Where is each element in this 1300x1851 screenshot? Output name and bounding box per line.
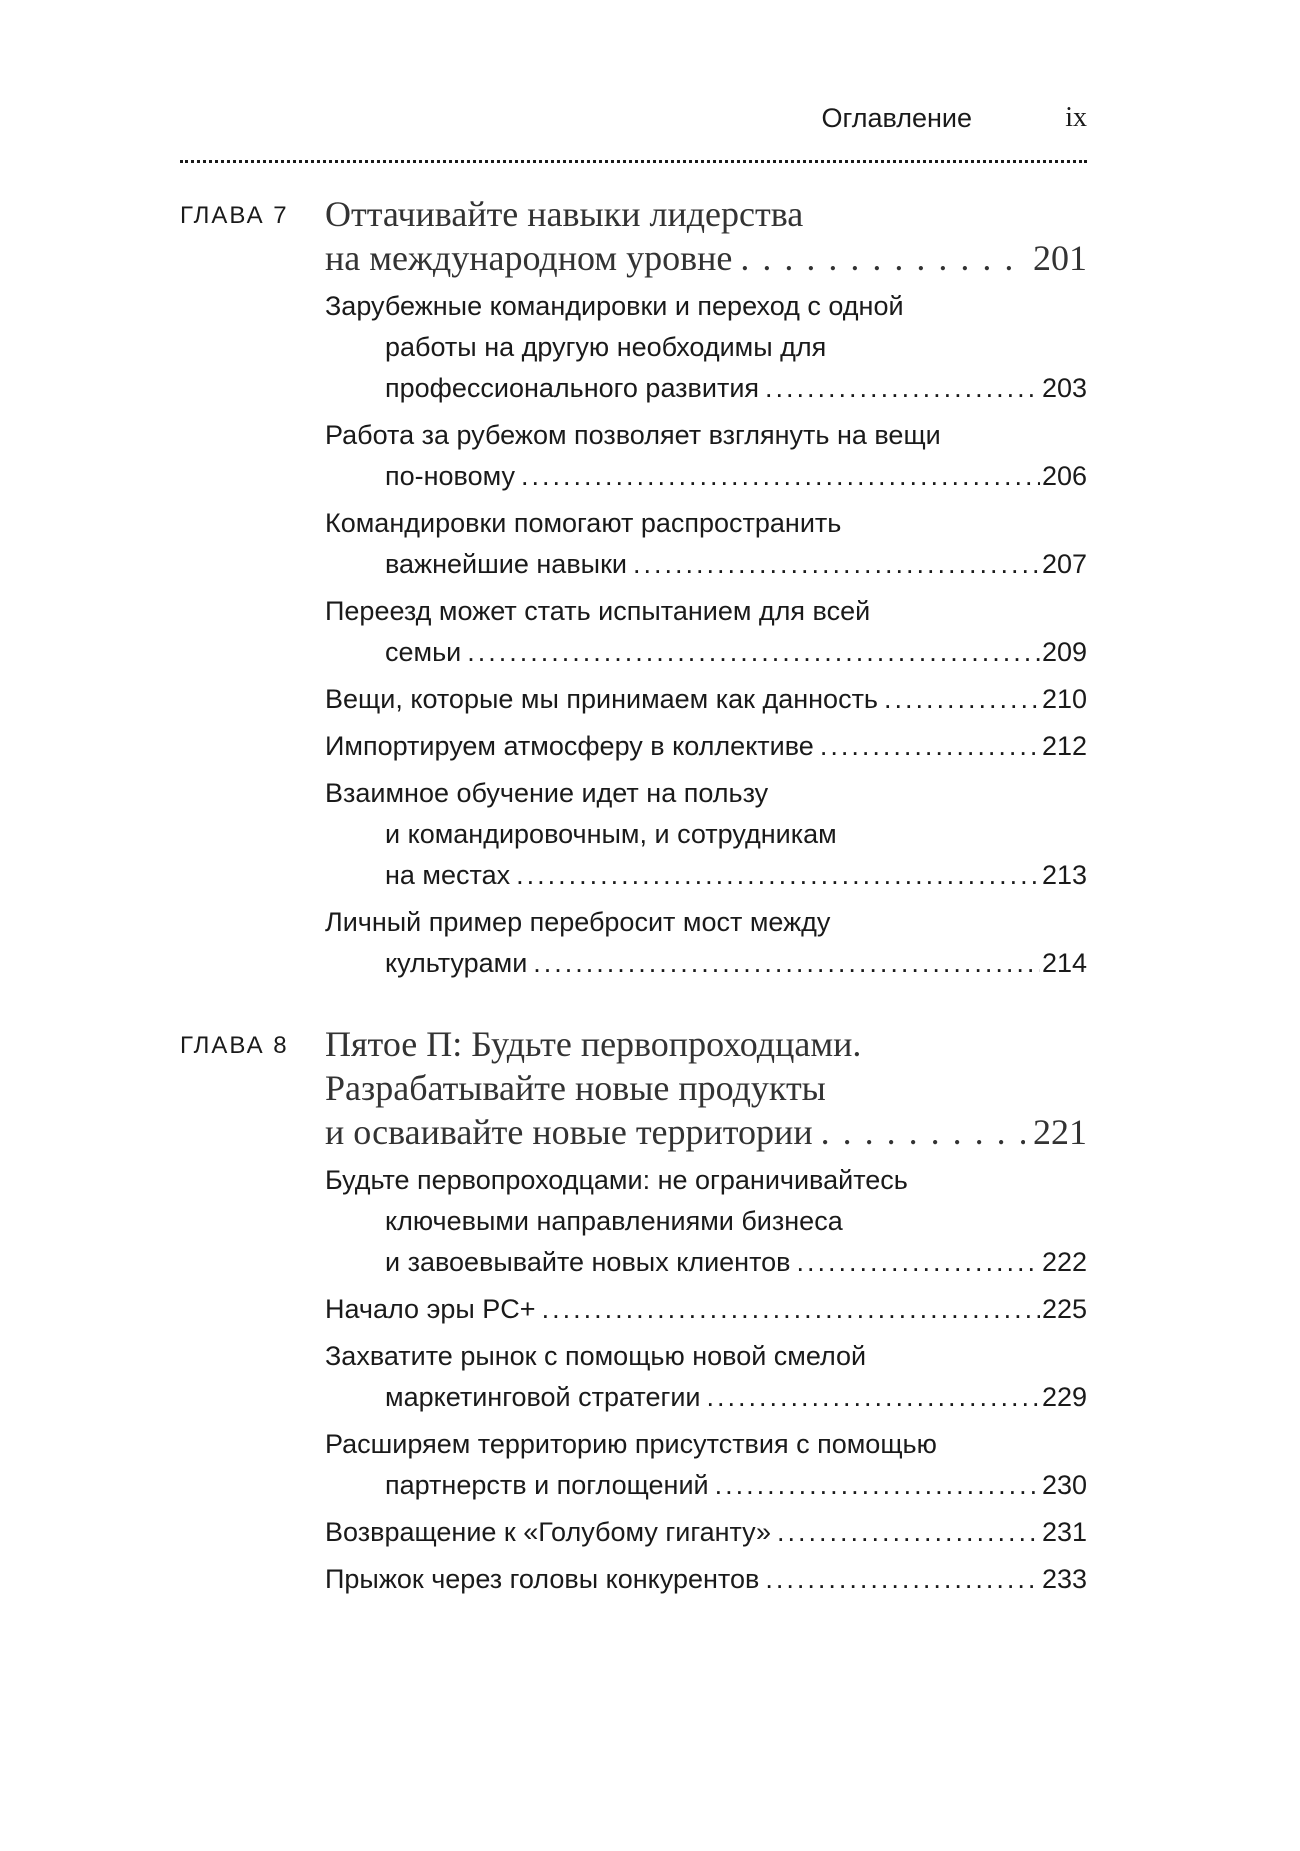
chapter-title-line: Оттачивайте навыки лидерства: [325, 194, 804, 234]
toc-entry-line: Переезд может стать испытанием для всей: [325, 596, 871, 626]
toc-page-number: 229: [1041, 1382, 1087, 1412]
toc-entry-line: [325, 1512, 1087, 1553]
toc-entry-text: маркетинговой стратегии: [385, 1382, 701, 1412]
dot-leader: [633, 544, 1040, 585]
toc-entry-text: партнерств и поглощений: [385, 1470, 709, 1500]
toc-entry-line: Зарубежные командировки и переход с одной: [325, 291, 904, 321]
toc-page-number: 207: [1041, 549, 1087, 579]
toc-entry-line: [325, 1242, 1087, 1283]
dot-leader: [884, 679, 1040, 720]
chapter-title-text: на международном уровне: [325, 238, 733, 278]
toc-entry-line: Расширяем территорию присутствия с помощью: [325, 1429, 937, 1459]
toc-page-number: 233: [1041, 1564, 1087, 1594]
section-list: [325, 1160, 1087, 1600]
dot-leader: [777, 1512, 1040, 1553]
chapter-label: ГЛАВА 8: [180, 1032, 289, 1059]
toc-page-number: 210: [1041, 684, 1087, 714]
toc-entry-line: [325, 632, 1087, 673]
toc-page-number: 212: [1041, 731, 1087, 761]
toc-entry: [325, 1559, 1087, 1600]
toc-entry: [325, 1424, 1087, 1506]
toc-entry-line: [325, 855, 1087, 896]
toc-entry: [325, 773, 1087, 896]
toc-entry: [325, 503, 1087, 585]
toc-entry-line: Личный пример перебросит мост между: [325, 907, 831, 937]
toc-entry: [325, 902, 1087, 984]
chapter-title-line: Разрабатывайте новые продукты: [325, 1068, 826, 1108]
toc-entry-line: [325, 726, 1087, 767]
toc-entry-text: Импортируем атмосферу в коллективе: [325, 731, 814, 761]
chapter-page-number: 221: [1033, 1112, 1087, 1152]
toc-entry-line: Захватите рынок с помощью новой смелой: [325, 1341, 867, 1371]
toc-entry-line: работы на другую необходимы для: [385, 332, 827, 362]
dot-leader: [797, 1242, 1040, 1283]
toc-entry: [325, 1512, 1087, 1553]
toc-entry-line: и командировочным, и сотрудникам: [385, 819, 837, 849]
dot-leader: [542, 1289, 1040, 1330]
toc-entry: [325, 679, 1087, 720]
toc-entry-line: [325, 1289, 1087, 1330]
toc-entry-text: Прыжок через головы конкурентов: [325, 1564, 760, 1594]
section-list: [325, 286, 1087, 984]
toc-page-number: 230: [1041, 1470, 1087, 1500]
toc-entry-text: по-новому: [385, 461, 515, 491]
toc-entry-text: Начало эры PC+: [325, 1294, 536, 1324]
chapter-title-line: Пятое П: Будьте первопроходцами.: [325, 1024, 862, 1064]
toc-entry-text: и завоевывайте новых клиентов: [385, 1247, 791, 1277]
toc-entry-text: Возвращение к «Голубому гиганту»: [325, 1517, 771, 1547]
toc-entry-text: важнейшие навыки: [385, 549, 627, 579]
toc-entry-line: [325, 1465, 1087, 1506]
toc-entry-text: профессионального развития: [385, 373, 760, 403]
dot-leader: [533, 943, 1040, 984]
toc-entry-line: [325, 456, 1087, 497]
dot-leader: [820, 726, 1040, 767]
toc-entry: [325, 1336, 1087, 1418]
chapter-7: [180, 192, 1087, 990]
header-page-number: ix: [1065, 102, 1087, 133]
toc-entry: [325, 415, 1087, 497]
toc-page-number: 214: [1041, 948, 1087, 978]
dot-leader: [765, 1559, 1040, 1600]
toc-entry-line: ключевыми направлениями бизнеса: [385, 1206, 843, 1236]
toc-page-number: 213: [1041, 860, 1087, 890]
toc-entry-text: Вещи, которые мы принимаем как данность: [325, 684, 878, 714]
dot-leader: [821, 1110, 1025, 1154]
chapter-title-line: [325, 1110, 1087, 1154]
chapter-title-line: [325, 236, 1087, 280]
dot-leader: [467, 632, 1040, 673]
toc-entry: [325, 1289, 1087, 1330]
dot-leader: [765, 368, 1040, 409]
dot-leader: [516, 855, 1040, 896]
running-header: [180, 98, 1087, 138]
toc-entry: [325, 726, 1087, 767]
toc-entry-line: Будьте первопроходцами: не ограничивайтесь: [325, 1165, 908, 1195]
toc-page-number: 222: [1041, 1247, 1087, 1277]
toc-entry-line: Командировки помогают распространить: [325, 508, 842, 538]
toc-entry-line: [325, 1377, 1087, 1418]
toc-page-number: 203: [1041, 373, 1087, 403]
chapter-page-number: 201: [1033, 238, 1087, 278]
toc-entry-text: на местах: [385, 860, 511, 890]
toc-entry-line: [325, 1559, 1087, 1600]
toc-entry-text: семьи: [385, 637, 462, 667]
chapter-title-text: и осваивайте новые территории: [325, 1112, 813, 1152]
toc-page-number: 209: [1041, 637, 1087, 667]
chapter-title: [325, 1022, 1087, 1154]
toc-entry: [325, 591, 1087, 673]
toc-entry-line: Работа за рубежом позволяет взглянуть на вещи: [325, 420, 941, 450]
toc-entry-line: [325, 368, 1087, 409]
toc-entry-line: [325, 943, 1087, 984]
header-title: Оглавление: [821, 103, 972, 133]
chapter-8: [180, 1022, 1087, 1606]
toc-entry-line: [325, 679, 1087, 720]
toc-entry: [325, 286, 1087, 409]
toc-entry: [325, 1160, 1087, 1283]
dot-leader: [715, 1465, 1040, 1506]
dot-leader: [707, 1377, 1040, 1418]
chapter-title: [325, 192, 1087, 280]
toc-entry-line: Взаимное обучение идет на пользу: [325, 778, 769, 808]
toc-entry-line: [325, 544, 1087, 585]
chapter-label: ГЛАВА 7: [180, 202, 289, 229]
dot-leader: [521, 456, 1040, 497]
toc-page-number: 206: [1041, 461, 1087, 491]
toc-page-number: 225: [1041, 1294, 1087, 1324]
toc-entry-text: культурами: [385, 948, 528, 978]
toc-page-number: 231: [1041, 1517, 1087, 1547]
dotted-rule: [180, 160, 1087, 163]
dot-leader: [740, 236, 1025, 280]
